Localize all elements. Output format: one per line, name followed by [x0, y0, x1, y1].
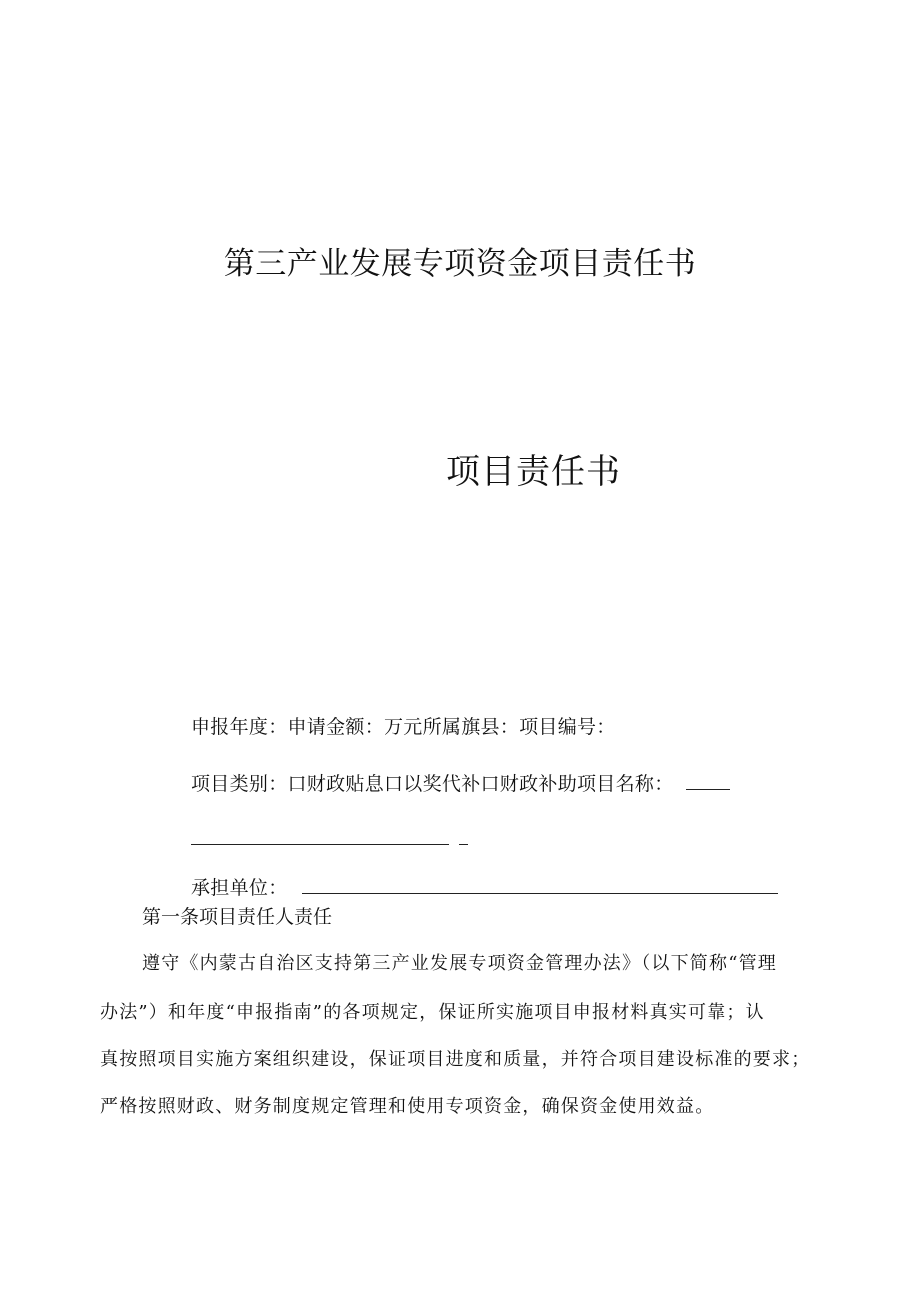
document-title: 第三产业发展专项资金项目责任书: [223, 246, 697, 282]
project-name-blank-start: [686, 773, 730, 790]
undertaking-unit-blank: [302, 877, 778, 894]
document-subtitle: 项目责任书: [446, 452, 621, 492]
undertaking-unit-line: [191, 873, 778, 900]
application-info-text: 申报年度：申请金额：万元所属旗县：项目编号：: [191, 716, 616, 738]
project-category-line: [191, 769, 730, 796]
project-name-blank-tail: [459, 844, 468, 845]
article-heading: 第一条项目责任人责任: [142, 906, 333, 928]
paragraph-line: 办法”）和年度“申报指南”的各项规定，保证所实施项目申报材料真实可靠；认: [100, 1002, 765, 1023]
project-name-blank: [191, 844, 449, 845]
paragraph-line: 真按照项目实施方案组织建设，保证项目进度和质量，并符合项目建设标准的要求；: [100, 1049, 811, 1070]
paragraph-line: 遵守《内蒙古自治区支持第三产业发展专项资金管理办法》（以下简称“管理: [142, 953, 777, 974]
project-category-text: 项目类别：口财政贴息口以奖代补口财政补助项目名称：: [191, 773, 674, 795]
paragraph-line: 严格按照财政、财务制度规定管理和使用专项资金，确保资金使用效益。: [100, 1096, 715, 1117]
application-info-line: [191, 712, 616, 739]
undertaking-unit-label: 承担单位：: [191, 877, 288, 899]
